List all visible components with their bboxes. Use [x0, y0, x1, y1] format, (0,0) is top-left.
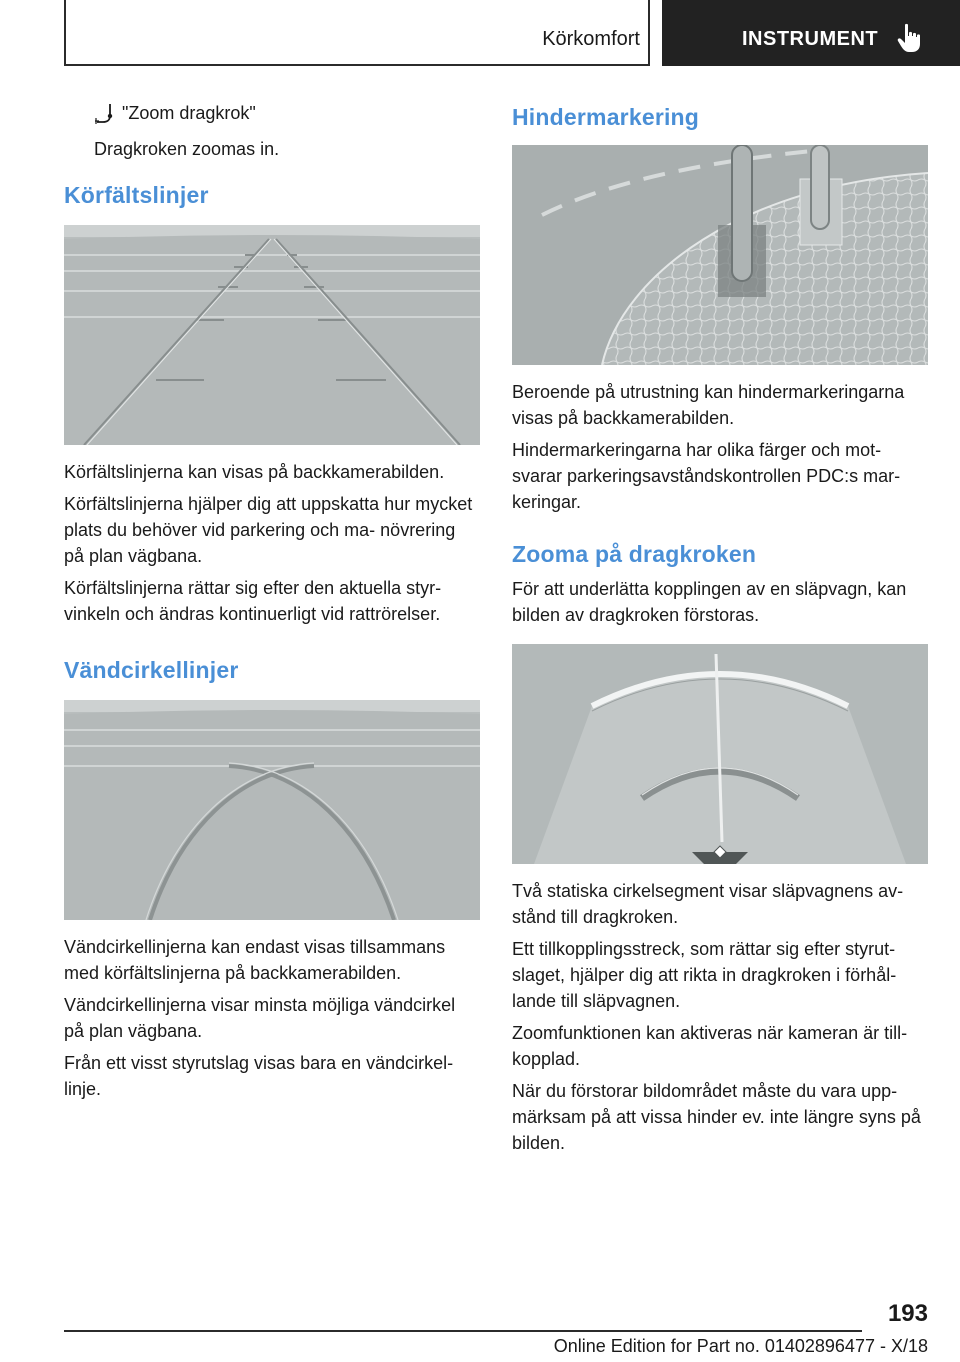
pointing-hand-icon [896, 22, 926, 54]
lane-lines-para-3: Körfältslinjerna rättar sig efter den aktuella styr- vinkeln och ändras kontinuerligt vid rattrörelser. [64, 578, 442, 624]
left-column [64, 100, 480, 1102]
figure-obstacle-marking [512, 145, 928, 365]
menu-item-description: Dragkroken zoomas in. [94, 139, 280, 159]
page-number: 193 [887, 1300, 928, 1327]
header-section-title: Körkomfort [542, 28, 640, 50]
heading-turning-circle: Vändcirkellinjer [64, 657, 239, 683]
zoom-hitch-para-4: När du förstorar bildområdet måste du vara upp- märksam på att vissa hinder ev. inte längre syns på bilden. [512, 1081, 921, 1153]
zoom-hitch-para-3: Zoomfunktionen kan aktiveras när kameran är till- kopplad. [512, 1023, 908, 1069]
chapter-tab[interactable] [662, 0, 960, 66]
footer-edition: Online Edition for Part no. 01402896477 - X/18 [553, 1336, 928, 1356]
lane-lines-para-1: Körfältslinjerna kan visas på backkamerabilden. [64, 462, 445, 482]
footer-rule [64, 1330, 862, 1332]
turning-circle-para-1: Vändcirkellinjerna kan endast visas tillsammans med körfältslinjerna på backkamerabilden. [64, 937, 446, 983]
header-rule-bottom [64, 64, 650, 66]
right-column [512, 100, 928, 1156]
zoom-hitch-para-2: Ett tillkopplingsstreck, som rättar sig efter styrut- slaget, hjälper dig att rikta in dragkroken i förhål- lande till släpvagnen. [512, 939, 897, 1011]
obstacle-para-1: Beroende på utrustning kan hindermarkeringarna visas på backkamerabilden. [512, 382, 905, 428]
menu-item-label: "Zoom dragkrok" [122, 103, 256, 123]
turning-circle-para-3: Från ett visst styrutslag visas bara en vändcirkel- linje. [64, 1053, 454, 1099]
chapter-tab-label: INSTRUMENT [742, 28, 879, 50]
zoom-hitch-intro: För att underlätta kopplingen av en släpvagn, kan bilden av dragkroken förstoras. [512, 579, 907, 625]
figure-lane-lines [64, 225, 480, 445]
heading-lane-lines: Körfältslinjer [64, 182, 209, 208]
turning-circle-para-2: Vändcirkellinjerna visar minsta möjliga vändcirkel på plan vägbana. [64, 995, 456, 1041]
obstacle-para-2: Hindermarkeringarna har olika färger och mot- svarar parkeringsavståndskontrollen PDC:s mar- keringar. [512, 440, 901, 512]
heading-obstacle-marking: Hindermarkering [512, 104, 700, 130]
zoom-hitch-para-1: Två statiska cirkelsegment visar släpvagnens av- stånd till dragkroken. [512, 881, 904, 927]
hitch-zoom-icon [94, 103, 116, 125]
lane-lines-para-2: Körfältslinjerna hjälper dig att uppskatta hur mycket plats du behöver vid parkering och ma- növrering på plan vägbana. [64, 494, 473, 566]
figure-zoom-hitch [512, 644, 928, 864]
figure-turning-circle [64, 700, 480, 920]
menu-item-zoom-hitch [64, 100, 480, 126]
header-rule-divider [648, 0, 650, 66]
heading-zoom-hitch: Zooma på dragkroken [512, 541, 757, 567]
header-rule-left [64, 0, 66, 66]
